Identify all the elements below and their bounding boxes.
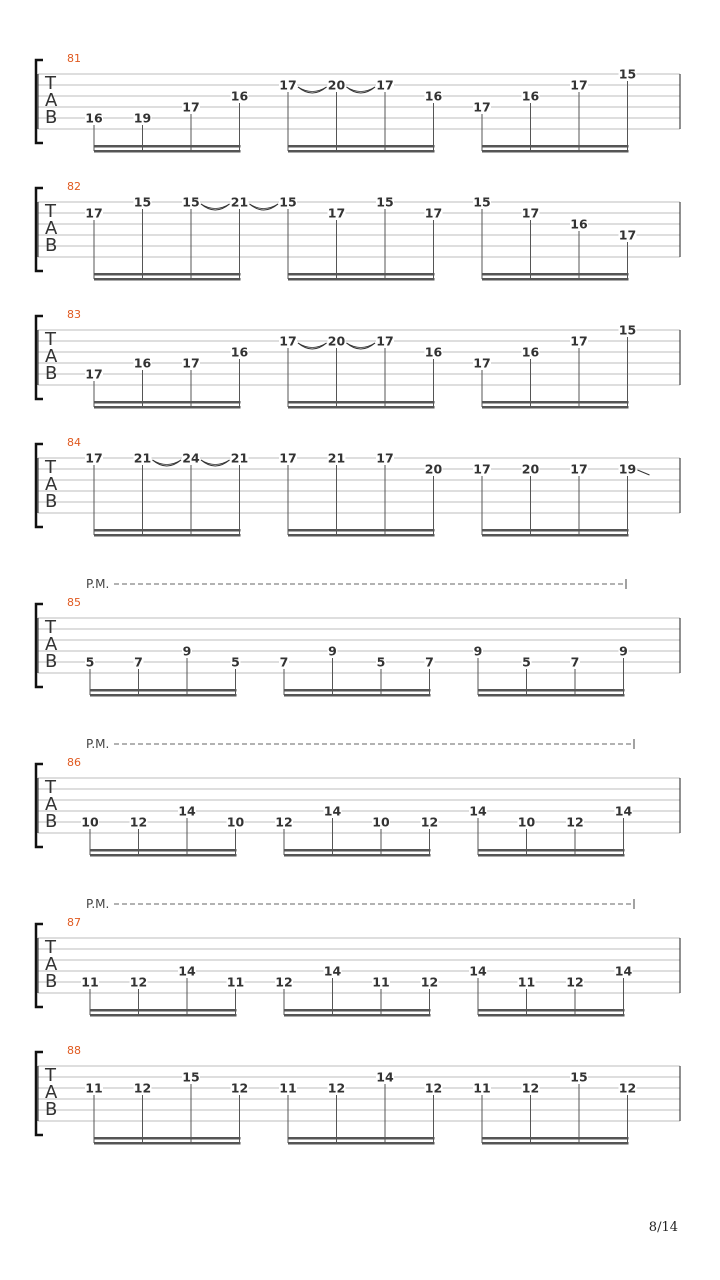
tab-clef-a: A <box>45 794 58 815</box>
legato-slur-inner <box>298 343 327 348</box>
beam-secondary <box>90 694 237 697</box>
beam-primary <box>478 849 625 852</box>
fret-number: 15 <box>182 1069 200 1085</box>
fret-number: 15 <box>182 194 200 210</box>
fret-number: 12 <box>566 974 584 990</box>
fret-number: 7 <box>570 654 580 670</box>
fret-number: 15 <box>133 194 152 210</box>
fret-number: 17 <box>85 366 103 382</box>
beam-primary <box>288 1137 435 1140</box>
beam-secondary <box>94 406 241 409</box>
tab-clef-b: B <box>45 363 58 384</box>
beam-secondary <box>94 150 241 153</box>
staff-brace <box>36 60 43 143</box>
fret-number: 7 <box>425 654 434 670</box>
staff-brace <box>36 316 43 399</box>
fret-number: 12 <box>275 814 293 830</box>
beam-secondary <box>94 278 241 281</box>
beam-secondary <box>284 694 431 697</box>
staff-system-81 <box>36 52 680 153</box>
beam-primary <box>288 401 435 404</box>
fret-number: 10 <box>517 814 536 830</box>
fret-number: 12 <box>618 1080 637 1096</box>
fret-number: 19 <box>618 461 637 477</box>
staff-system-86 <box>36 737 680 857</box>
staff-system-84 <box>36 436 680 537</box>
fret-number: 21 <box>133 450 152 466</box>
fret-number: 16 <box>424 344 443 360</box>
fret-number: 12 <box>327 1080 346 1096</box>
tab-clef-b: B <box>45 107 58 128</box>
beam-primary <box>94 145 241 148</box>
fret-number: 15 <box>618 66 637 82</box>
staff-brace <box>36 924 43 1007</box>
fret-number: 16 <box>230 344 249 360</box>
beam-primary <box>284 689 431 692</box>
fret-number: 17 <box>182 99 200 115</box>
fret-number: 12 <box>129 814 148 830</box>
staff-system-83 <box>36 308 680 409</box>
fret-number: 20 <box>327 77 346 93</box>
fret-number: 14 <box>178 803 196 819</box>
beam-secondary <box>288 534 435 537</box>
staff-brace <box>36 604 43 687</box>
fret-number: 10 <box>372 814 390 830</box>
fret-number: 14 <box>469 963 487 979</box>
beam-primary <box>90 1009 237 1012</box>
fret-number: 14 <box>323 803 342 819</box>
beam-primary <box>284 849 431 852</box>
beam-primary <box>482 145 629 148</box>
tab-clef-t: T <box>45 329 56 350</box>
beam-secondary <box>94 1142 241 1145</box>
fret-number: 12 <box>521 1080 540 1096</box>
measure-number: 83 <box>67 308 81 321</box>
legato-slur <box>298 87 327 93</box>
fret-number: 10 <box>81 814 99 830</box>
page-number: 8/14 <box>648 1220 678 1235</box>
beam-primary <box>288 529 435 532</box>
fret-number: 17 <box>279 450 297 466</box>
measure-number: 87 <box>67 916 81 929</box>
beam-primary <box>94 1137 241 1140</box>
tab-clef-b: B <box>45 1099 58 1120</box>
fret-number: 16 <box>133 355 152 371</box>
legato-slur-inner <box>201 204 230 209</box>
beam-primary <box>284 1009 431 1012</box>
tab-clef-b: B <box>45 491 58 512</box>
beam-primary <box>482 273 629 276</box>
staff-brace <box>36 444 43 527</box>
fret-number: 17 <box>570 333 588 349</box>
fret-number: 12 <box>275 974 293 990</box>
legato-slur-inner <box>250 204 279 209</box>
beam-secondary <box>482 278 629 281</box>
fret-number: 15 <box>570 1069 588 1085</box>
tab-clef-t: T <box>45 617 56 638</box>
tab-clef-b: B <box>45 971 58 992</box>
staff-system-87 <box>36 897 680 1017</box>
beam-secondary <box>478 854 625 857</box>
fret-number: 17 <box>376 450 394 466</box>
fret-number: 11 <box>279 1080 297 1096</box>
measure-number: 85 <box>67 596 81 609</box>
fret-number: 17 <box>521 205 540 221</box>
fret-number: 12 <box>424 1080 443 1096</box>
beam-secondary <box>482 1142 629 1145</box>
fret-number: 17 <box>279 77 297 93</box>
fret-number: 9 <box>328 643 337 659</box>
fret-number: 15 <box>376 194 394 210</box>
fret-number: 14 <box>614 803 633 819</box>
beam-secondary <box>284 854 431 857</box>
beam-secondary <box>284 1014 431 1017</box>
fret-number: 12 <box>129 974 148 990</box>
beam-secondary <box>288 406 435 409</box>
fret-number: 5 <box>376 654 386 670</box>
fret-number: 12 <box>133 1080 152 1096</box>
beam-primary <box>94 529 241 532</box>
fret-number: 24 <box>182 450 200 466</box>
fret-number: 17 <box>85 205 103 221</box>
beam-primary <box>288 145 435 148</box>
slide-out <box>638 470 650 475</box>
fret-number: 16 <box>85 110 103 126</box>
fret-number: 21 <box>230 450 249 466</box>
legato-slur <box>201 460 230 466</box>
legato-slur-inner <box>153 460 182 465</box>
fret-number: 17 <box>376 77 394 93</box>
tab-clef-a: A <box>45 90 58 111</box>
beam-secondary <box>478 694 625 697</box>
beam-primary <box>478 689 625 692</box>
legato-slur <box>347 87 376 93</box>
beam-secondary <box>482 150 629 153</box>
fret-number: 16 <box>230 88 249 104</box>
fret-number: 17 <box>473 461 491 477</box>
legato-slur <box>201 204 230 210</box>
fret-number: 21 <box>327 450 346 466</box>
fret-number: 11 <box>85 1080 103 1096</box>
fret-number: 17 <box>85 450 103 466</box>
fret-number: 17 <box>424 205 443 221</box>
measure-number: 88 <box>67 1044 81 1057</box>
fret-number: 7 <box>279 654 289 670</box>
fret-number: 11 <box>372 974 390 990</box>
measure-number: 82 <box>67 180 81 193</box>
tab-clef-b: B <box>45 235 58 256</box>
tab-clef-b: B <box>45 811 58 832</box>
tab-clef-t: T <box>45 937 56 958</box>
palm-mute-label: P.M. <box>86 577 110 591</box>
fret-number: 9 <box>473 643 483 659</box>
fret-number: 17 <box>570 77 588 93</box>
legato-slur-inner <box>298 87 327 92</box>
fret-number: 14 <box>323 963 342 979</box>
beam-primary <box>90 689 237 692</box>
fret-number: 5 <box>522 654 531 670</box>
staff-brace <box>36 188 43 271</box>
tab-clef-t: T <box>45 777 56 798</box>
beam-primary <box>482 1137 629 1140</box>
fret-number: 19 <box>133 110 152 126</box>
measure-number: 81 <box>67 52 81 65</box>
fret-number: 9 <box>182 643 192 659</box>
tab-clef-a: A <box>45 346 58 367</box>
staff-system-88 <box>36 1044 680 1145</box>
tab-clef-a: A <box>45 634 58 655</box>
fret-number: 5 <box>85 654 95 670</box>
fret-number: 15 <box>618 322 637 338</box>
fret-number: 11 <box>81 974 99 990</box>
legato-slur <box>250 204 279 210</box>
fret-number: 7 <box>134 654 143 670</box>
beam-secondary <box>94 534 241 537</box>
beam-primary <box>478 1009 625 1012</box>
legato-slur <box>298 343 327 349</box>
fret-number: 21 <box>230 194 249 210</box>
fret-number: 11 <box>473 1080 491 1096</box>
legato-slur-inner <box>201 460 230 465</box>
tab-clef-t: T <box>45 457 56 478</box>
fret-number: 15 <box>473 194 491 210</box>
fret-number: 17 <box>327 205 346 221</box>
tab-clef-t: T <box>45 201 56 222</box>
fret-number: 14 <box>376 1069 394 1085</box>
fret-number: 17 <box>376 333 394 349</box>
beam-secondary <box>288 1142 435 1145</box>
fret-number: 10 <box>226 814 245 830</box>
fret-number: 12 <box>230 1080 249 1096</box>
beam-primary <box>94 273 241 276</box>
fret-number: 11 <box>517 974 536 990</box>
tab-clef-a: A <box>45 474 58 495</box>
fret-number: 20 <box>327 333 346 349</box>
fret-number: 16 <box>570 216 588 232</box>
beam-secondary <box>478 1014 625 1017</box>
staff-system-85 <box>36 577 680 697</box>
legato-slur <box>153 460 182 466</box>
fret-number: 12 <box>420 974 439 990</box>
tab-clef-a: A <box>45 954 58 975</box>
beam-secondary <box>482 406 629 409</box>
beam-secondary <box>90 854 237 857</box>
measure-number: 86 <box>67 756 81 769</box>
fret-number: 20 <box>424 461 443 477</box>
beam-secondary <box>288 150 435 153</box>
fret-number: 14 <box>178 963 196 979</box>
staff-system-82 <box>36 180 680 281</box>
fret-number: 16 <box>424 88 443 104</box>
tab-clef-t: T <box>45 73 56 94</box>
fret-number: 5 <box>231 654 240 670</box>
fret-number: 17 <box>473 355 491 371</box>
fret-number: 16 <box>521 88 540 104</box>
legato-slur-inner <box>347 87 376 92</box>
fret-number: 17 <box>618 227 637 243</box>
staff-brace <box>36 1052 43 1135</box>
fret-number: 17 <box>473 99 491 115</box>
fret-number: 17 <box>182 355 200 371</box>
palm-mute-label: P.M. <box>86 897 110 911</box>
fret-number: 14 <box>469 803 487 819</box>
tab-clef-b: B <box>45 651 58 672</box>
fret-number: 14 <box>614 963 633 979</box>
legato-slur <box>347 343 376 349</box>
beam-primary <box>482 401 629 404</box>
palm-mute-label: P.M. <box>86 737 110 751</box>
fret-number: 15 <box>279 194 297 210</box>
tab-clef-a: A <box>45 1082 58 1103</box>
fret-number: 9 <box>619 643 628 659</box>
beam-secondary <box>482 534 629 537</box>
fret-number: 11 <box>226 974 245 990</box>
beam-primary <box>90 849 237 852</box>
fret-number: 17 <box>279 333 297 349</box>
beam-primary <box>94 401 241 404</box>
beam-secondary <box>288 278 435 281</box>
fret-number: 20 <box>521 461 540 477</box>
legato-slur-inner <box>347 343 376 348</box>
fret-number: 17 <box>570 461 588 477</box>
beam-primary <box>482 529 629 532</box>
fret-number: 16 <box>521 344 540 360</box>
beam-primary <box>288 273 435 276</box>
measure-number: 84 <box>67 436 81 449</box>
tab-clef-a: A <box>45 218 58 239</box>
fret-number: 12 <box>566 814 584 830</box>
fret-number: 12 <box>420 814 439 830</box>
beam-secondary <box>90 1014 237 1017</box>
tab-clef-t: T <box>45 1065 56 1086</box>
staff-brace <box>36 764 43 847</box>
